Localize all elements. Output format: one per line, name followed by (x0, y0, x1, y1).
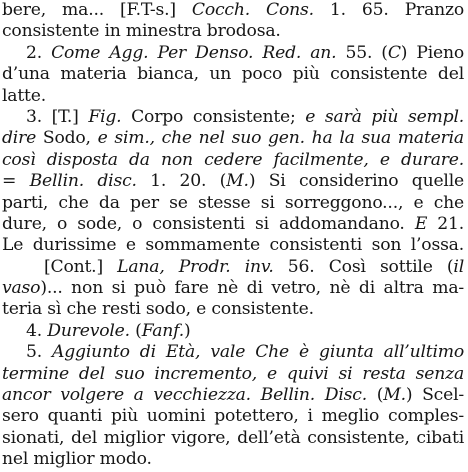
text-line-04 (2, 64, 464, 85)
text-segment: ) (183, 320, 191, 341)
text-line-17 (2, 342, 464, 363)
italic-segment: Fig. (88, 106, 122, 127)
italic-segment: e sim., che nel suo gen. ha la sua materia (97, 128, 464, 149)
text-segment: 21. (427, 213, 465, 234)
text-segment: 55. ( (336, 42, 388, 63)
text-segment: Sodo, (36, 128, 98, 149)
text-segment: dure, o sode, o consistenti si addomandano. (2, 213, 415, 234)
italic-segment: così disposta da non cedere facilmente, e durare. (2, 149, 464, 170)
italic-segment: E (414, 213, 428, 234)
text-line-07 (2, 128, 464, 149)
text-line-05 (2, 86, 464, 107)
italic-segment: Durevole. (47, 320, 130, 341)
text-segment: ) Si considerino quelle (248, 171, 464, 192)
text-line-12 (2, 235, 464, 256)
text-segment: ( (366, 385, 384, 406)
text-segment: consistente in minestra brodosa. (2, 21, 281, 42)
text-segment: nel miglior modo. (2, 449, 152, 470)
text-line-09 (2, 171, 464, 192)
text-line-21 (2, 428, 464, 449)
italic-segment: M. (383, 385, 406, 406)
text-segment: )... non si può fare nè di vetro, nè di altra ma- (40, 278, 464, 299)
text-segment: = (2, 171, 30, 192)
text-segment: [Cont.] (44, 256, 118, 277)
text-line-20 (2, 406, 464, 427)
text-segment: d’una materia bianca, un poco più consistente del (2, 64, 464, 85)
text-line-06 (2, 107, 464, 128)
text-segment: bere, ma... [F.T-s.] (2, 0, 192, 20)
text-line-03 (2, 43, 464, 64)
text-segment: ) Pieno (400, 42, 464, 63)
italic-segment: M. (226, 171, 249, 192)
italic-segment: ancor volgere a vecchiezza. Bellin. Disc. (2, 385, 367, 406)
text-segment: 3. [T.] (26, 106, 89, 127)
text-segment: 1. 20. ( (136, 171, 227, 192)
text-segment: ( (129, 320, 142, 341)
italic-segment: il (453, 256, 464, 277)
text-segment: latte. (2, 85, 46, 106)
italic-segment: Fanf. (141, 320, 184, 341)
text-segment: ) Scel- (405, 385, 464, 406)
text-segment: 4. (26, 320, 48, 341)
text-line-22 (2, 449, 464, 470)
italic-segment: Cocch. Cons. (191, 0, 314, 20)
text-segment: sionati, del miglior vigore, dell’età consistente, cibati (2, 427, 464, 448)
text-line-13 (2, 257, 464, 278)
italic-segment: e sarà più sempl. (305, 106, 465, 127)
text-segment: 2. (26, 42, 52, 63)
italic-segment: C (387, 42, 401, 63)
italic-segment: Bellin. disc. (29, 171, 137, 192)
text-segment: Le durissime e sommamente consistenti son l’ossa. (2, 235, 464, 256)
text-line-02 (2, 21, 464, 42)
text-segment: 1. 65. Pranzo (313, 0, 464, 20)
text-line-01 (2, 0, 464, 21)
text-line-10 (2, 193, 464, 214)
text-line-08 (2, 150, 464, 171)
text-segment: Corpo consistente; (121, 106, 306, 127)
italic-segment: dire (2, 128, 37, 149)
text-segment: 56. Così sottile ( (273, 256, 454, 277)
italic-segment: Aggiunto di Età, vale Che è giunta all’ultimo (52, 342, 464, 363)
text-segment: parti, che da per se stesse si sorreggono..., e che (2, 192, 464, 213)
italic-segment: Lana, Prodr. inv. (117, 256, 274, 277)
italic-segment: vaso (2, 278, 41, 299)
text-line-11 (2, 214, 464, 235)
text-line-16 (2, 321, 464, 342)
dictionary-entry (2, 0, 464, 471)
text-segment: sero quanti più uomini potettero, i meglio comples- (2, 406, 464, 427)
text-segment: 5. (26, 342, 53, 363)
italic-segment: termine del suo incremento, e quivi si resta senza (2, 363, 464, 384)
text-line-18 (2, 364, 464, 385)
text-segment: teria sì che resti sodo, e consistente. (2, 299, 314, 320)
italic-segment: Come Agg. Per Denso. Red. an. (51, 42, 337, 63)
text-line-19 (2, 385, 464, 406)
text-line-15 (2, 299, 464, 320)
text-line-14 (2, 278, 464, 299)
